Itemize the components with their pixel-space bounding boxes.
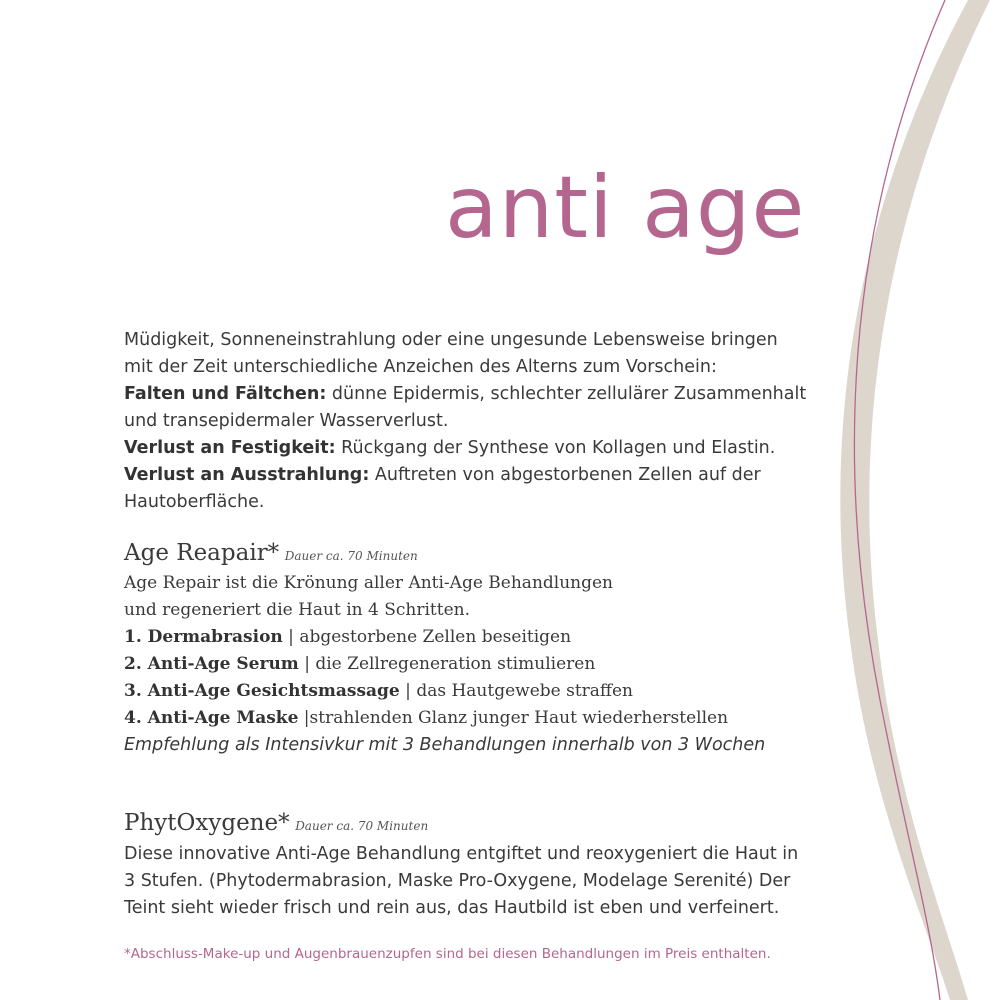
- ausstrahlung-line-2: Hautoberfläche.: [124, 492, 265, 512]
- step-text: abgestorbene Zellen beseitigen: [299, 627, 572, 647]
- phytoxygene-line-3: Teint sieht wieder frisch und rein aus, das Hautbild ist eben und verfeinert.: [124, 898, 780, 918]
- age-repair-step-4: [124, 705, 728, 732]
- intro-line-2: mit der Zeit unterschiedliche Anzeichen des Alterns zum Vorschein:: [124, 357, 717, 377]
- step-text: das Hautgewebe straffen: [416, 681, 634, 701]
- step-separator: |: [298, 654, 316, 674]
- step-label: 3. Anti-Age Gesichtsmassage: [124, 681, 400, 701]
- age-repair-recommendation: Empfehlung als Intensivkur mit 3 Behandlungen innerhalb von 3 Wochen: [124, 735, 766, 755]
- step-text: strahlenden Glanz junger Haut wiederherstellen: [309, 708, 729, 728]
- intro-line-1: Müdigkeit, Sonneneinstrahlung oder eine ungesunde Lebensweise bringen: [124, 330, 778, 350]
- festigkeit-line: [124, 435, 775, 462]
- phytoxygene-line-2: 3 Stufen. (Phytodermabrasion, Maske Pro-Oxygene, Modelage Serenité) Der: [124, 871, 791, 891]
- white-curve-mask: [869, 0, 1000, 1000]
- age-repair-desc-1: Age Repair ist die Krönung aller Anti-Age Behandlungen: [124, 573, 613, 593]
- falten-line: [124, 381, 806, 408]
- age-repair-step-1: [124, 624, 571, 651]
- step-separator: |: [298, 708, 310, 728]
- phytoxygene-line-1: Diese innovative Anti-Age Behandlung entgiftet und reoxygeniert die Haut in: [124, 844, 799, 864]
- phytoxygene-heading: PhytOxygene*: [124, 810, 290, 836]
- age-repair-heading-row: [124, 540, 418, 570]
- age-repair-desc-2: und regeneriert die Haut in 4 Schritten.: [124, 600, 471, 620]
- phytoxygene-duration: Dauer ca. 70 Minuten: [295, 819, 429, 833]
- ausstrahlung-text: Auftreten von abgestorbenen Zellen auf der: [369, 465, 761, 485]
- page-title: anti age: [445, 158, 806, 258]
- phytoxygene-heading-row: [124, 810, 428, 840]
- footnote: *Abschluss-Make-up und Augenbrauenzupfen sind bei diesen Behandlungen im Preis enthalten.: [124, 946, 771, 962]
- festigkeit-text: Rückgang der Synthese von Kollagen und Elastin.: [335, 438, 776, 458]
- step-separator: |: [399, 681, 417, 701]
- ausstrahlung-line: [124, 462, 761, 489]
- step-label: 4. Anti-Age Maske: [124, 708, 299, 728]
- step-text: die Zellregeneration stimulieren: [315, 654, 596, 674]
- falten-label: Falten und Fältchen:: [124, 384, 327, 404]
- age-repair-step-2: [124, 651, 595, 678]
- step-separator: |: [282, 627, 300, 647]
- age-repair-step-3: [124, 678, 633, 705]
- falten-text: dünne Epidermis, schlechter zellulärer Zusammenhalt: [326, 384, 807, 404]
- age-repair-heading: Age Reapair*: [124, 540, 280, 566]
- falten-line-2: und transepidermaler Wasserverlust.: [124, 411, 449, 431]
- step-label: 1. Dermabrasion: [124, 627, 283, 647]
- ausstrahlung-label: Verlust an Ausstrahlung:: [124, 465, 370, 485]
- step-label: 2. Anti-Age Serum: [124, 654, 299, 674]
- festigkeit-label: Verlust an Festigkeit:: [124, 438, 336, 458]
- age-repair-duration: Dauer ca. 70 Minuten: [284, 549, 418, 563]
